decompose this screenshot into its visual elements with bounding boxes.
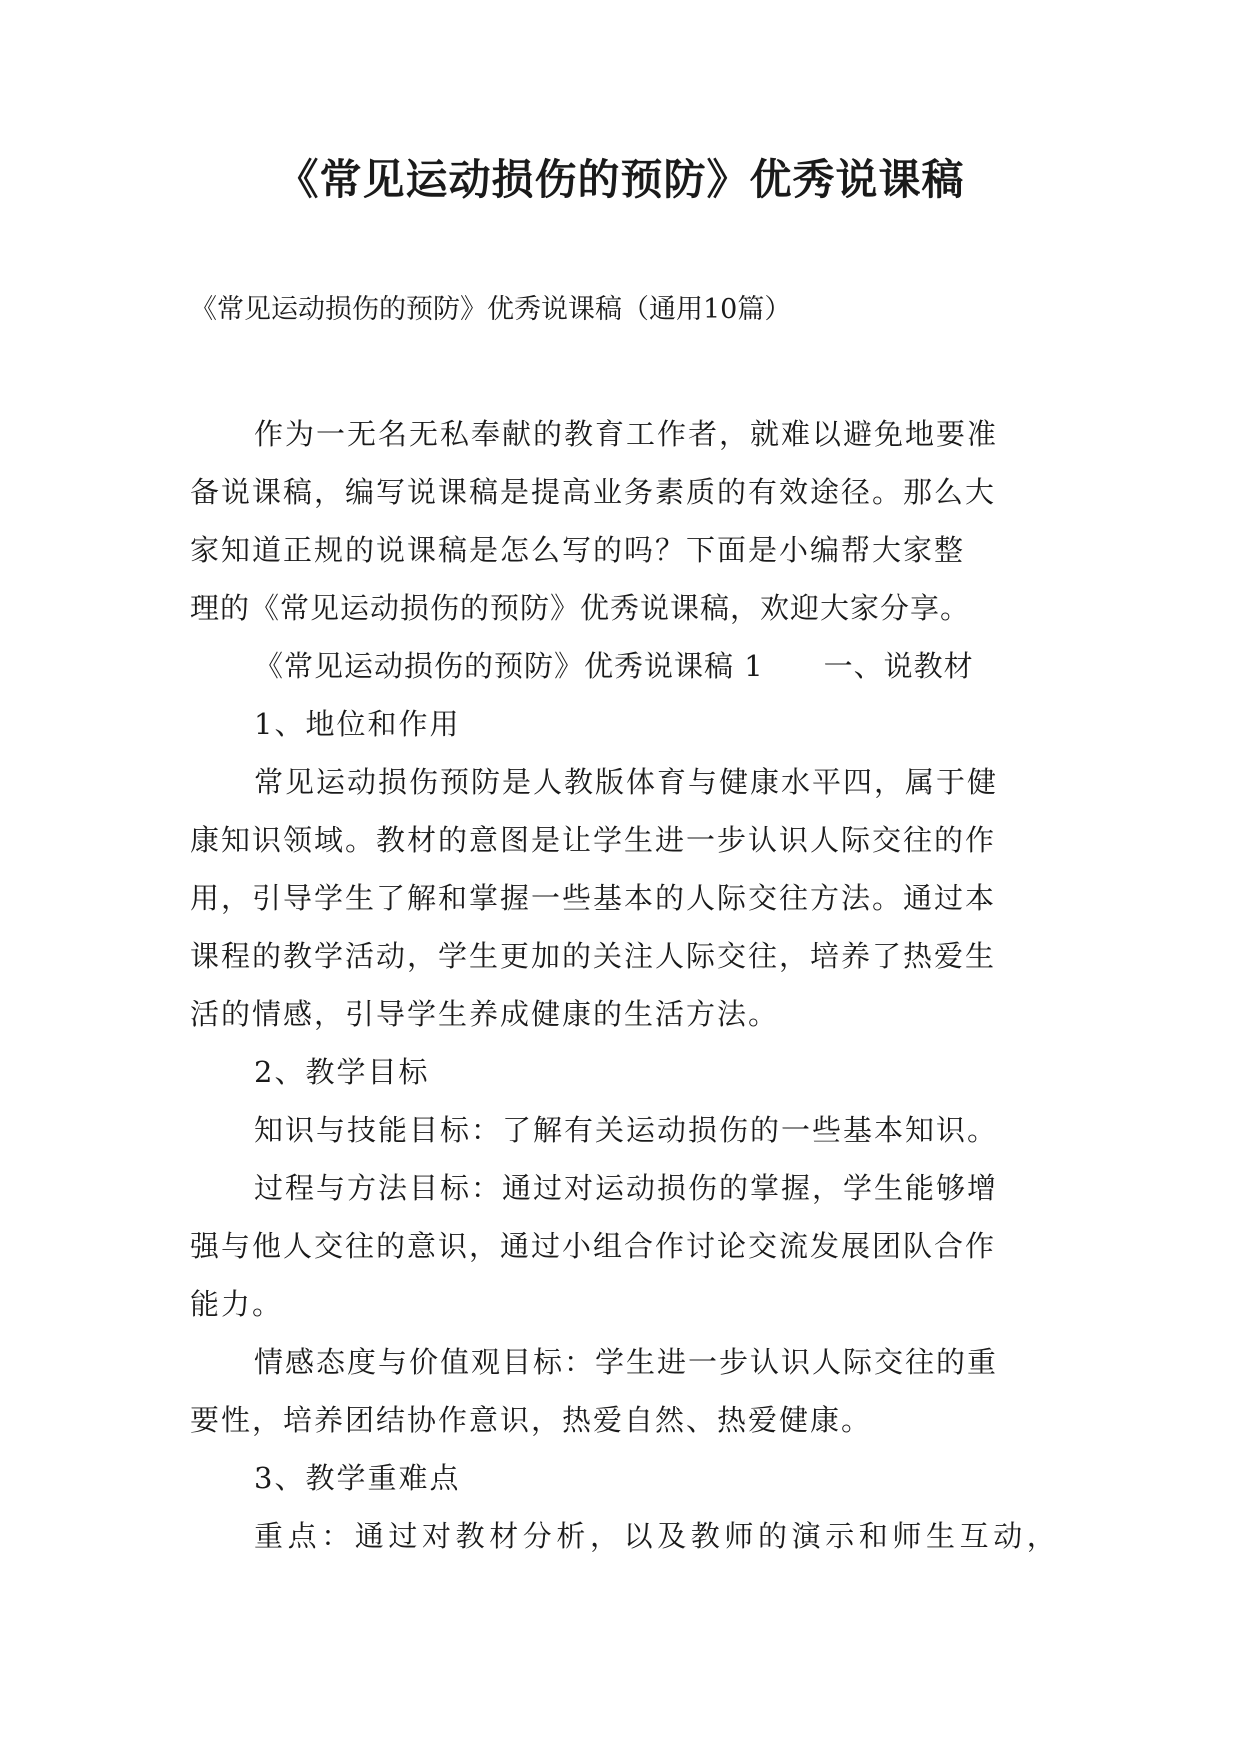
paragraph-line: 康知识领域。教材的意图是让学生进一步认识人际交往的作 xyxy=(190,823,997,857)
paragraph-line: 要性，培养团结协作意识，热爱自然、热爱健康。 xyxy=(190,1403,873,1437)
paragraph-line: 备说课稿，编写说课稿是提高业务素质的有效途径。那么大 xyxy=(190,475,997,509)
document-title: 《常见运动损伤的预防》优秀说课稿 xyxy=(276,155,965,204)
paragraph-line: 课程的教学活动，学生更加的关注人际交往，培养了热爱生 xyxy=(190,939,997,973)
paragraph-line: 过程与方法目标：通过对运动损伤的掌握，学生能够增 xyxy=(254,1171,999,1205)
paragraph-line: 情感态度与价值观目标：学生进一步认识人际交往的重 xyxy=(254,1345,999,1379)
paragraph-line: 能力。 xyxy=(190,1287,284,1321)
subsection-heading: 2、教学目标 xyxy=(254,1055,430,1089)
section-heading: 《常见运动损伤的预防》优秀说课稿 1 一、说教材 xyxy=(254,649,974,683)
subsection-heading: 3、教学重难点 xyxy=(254,1461,461,1495)
paragraph-line: 重点：通过对教材分析，以及教师的演示和师生互动， xyxy=(254,1519,1061,1553)
document-subtitle: 《常见运动损伤的预防》优秀说课稿（通用10篇） xyxy=(190,294,792,325)
paragraph-line: 活的情感，引导学生养成健康的生活方法。 xyxy=(190,997,780,1031)
document-body xyxy=(190,405,1061,1565)
paragraph-line: 常见运动损伤预防是人教版体育与健康水平四，属于健 xyxy=(254,765,999,799)
paragraph-line: 家知道正规的说课稿是怎么写的吗？下面是小编帮大家整 xyxy=(190,533,966,567)
paragraph-line: 理的《常见运动损伤的预防》优秀说课稿，欢迎大家分享。 xyxy=(190,591,971,625)
paragraph-line: 作为一无名无私奉献的教育工作者，就难以避免地要准 xyxy=(254,417,999,451)
paragraph-line: 知识与技能目标：了解有关运动损伤的一些基本知识。 xyxy=(254,1113,999,1147)
subsection-heading: 1、地位和作用 xyxy=(254,707,461,741)
paragraph-line: 用，引导学生了解和掌握一些基本的人际交往方法。通过本 xyxy=(190,881,997,915)
paragraph-line: 强与他人交往的意识，通过小组合作讨论交流发展团队合作 xyxy=(190,1229,997,1263)
